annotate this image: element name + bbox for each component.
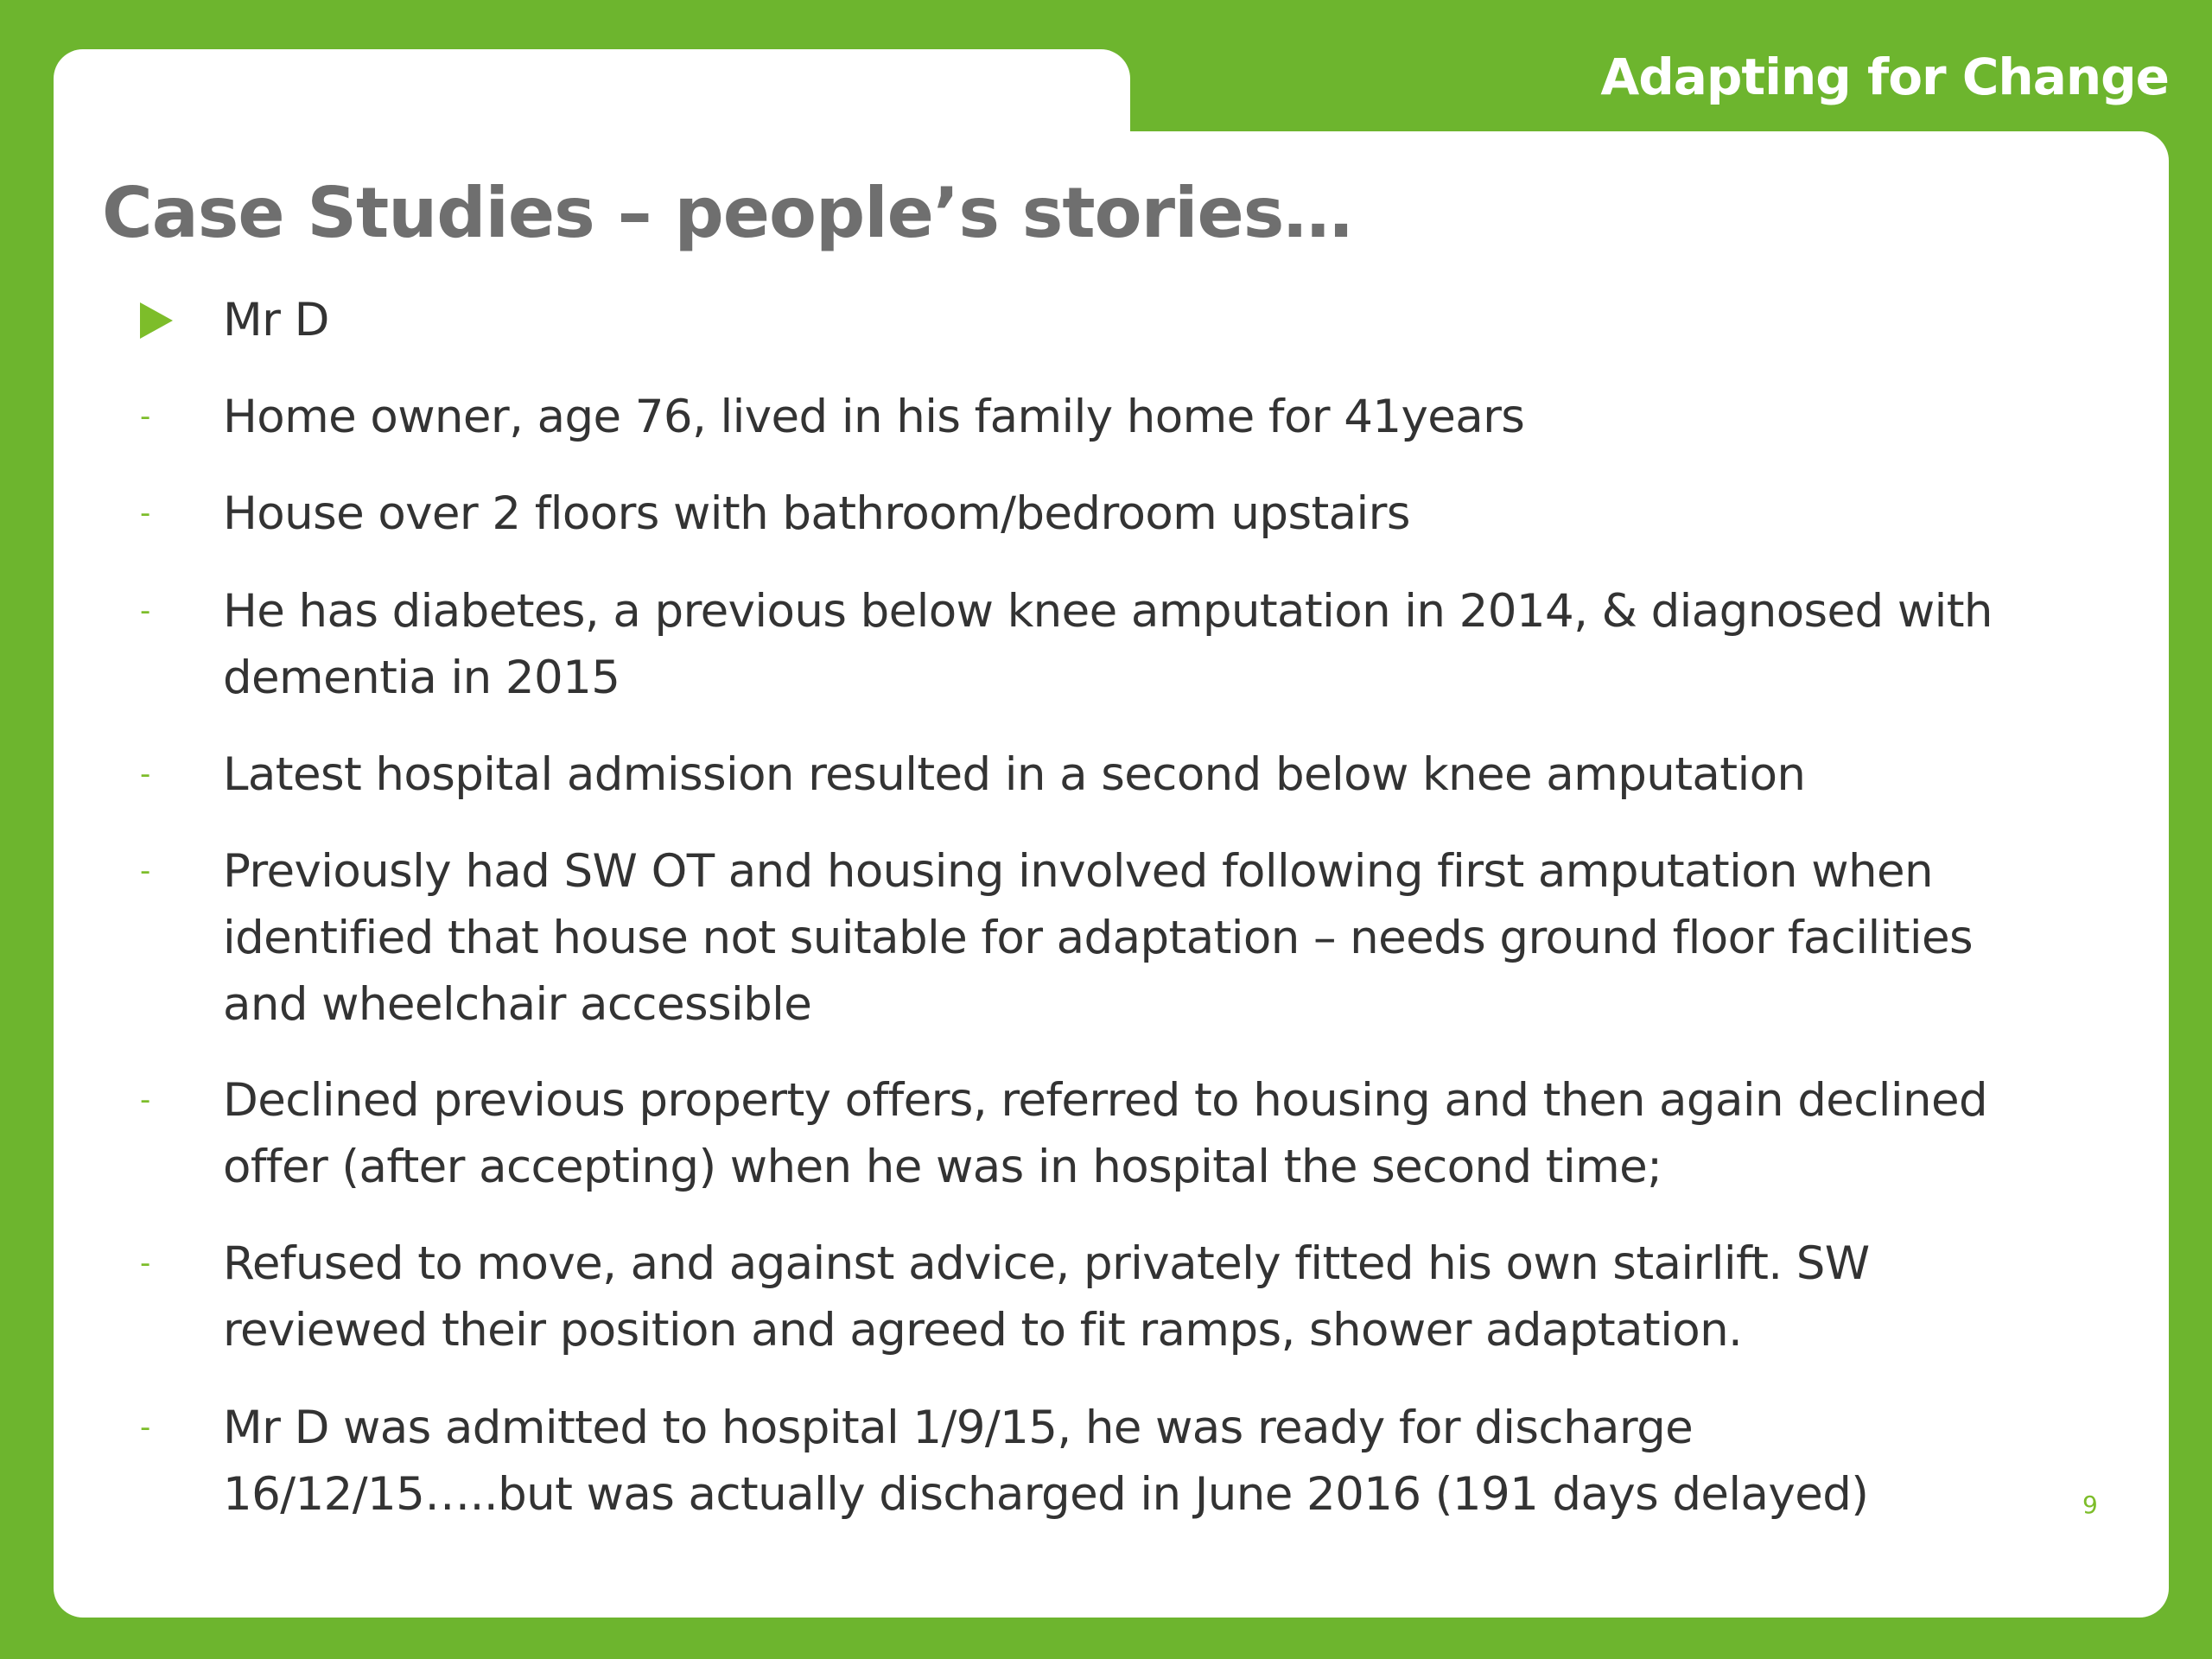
dash-bullet: - bbox=[140, 1246, 151, 1281]
list-item-line: Latest hospital admission resulted in a second below knee amputation bbox=[223, 748, 1806, 801]
list-item-line: He has diabetes, a previous below knee amputation in 2014, & diagnosed with bbox=[223, 585, 1993, 638]
list-item-line: Mr D was admitted to hospital 1/9/15, he was ready for discharge bbox=[223, 1402, 1694, 1454]
list-item-line: reviewed their position and agreed to fit ramps, shower adaptation. bbox=[223, 1304, 1743, 1357]
list-item-line: Refused to move, and against advice, privately fitted his own stairlift. SW bbox=[223, 1237, 1870, 1290]
slide-title: Case Studies – people’s stories… bbox=[102, 173, 1352, 253]
dash-bullet: - bbox=[140, 757, 151, 791]
list-item-line: identified that house not suitable for adaptation – needs ground floor facilities bbox=[223, 912, 1974, 964]
list-item-line: Previously had SW OT and housing involved following first amputation when bbox=[223, 845, 1934, 898]
triangle-bullet-icon bbox=[140, 302, 173, 339]
list-item-line: Home owner, age 76, lived in his family home for 41years bbox=[223, 391, 1525, 443]
dash-bullet: - bbox=[140, 594, 151, 628]
dash-bullet: - bbox=[140, 1410, 151, 1445]
list-item-line: Declined previous property offers, referred to housing and then again declined bbox=[223, 1074, 1988, 1127]
dash-bullet: - bbox=[140, 1083, 151, 1117]
list-item-line: House over 2 floors with bathroom/bedroom upstairs bbox=[223, 487, 1410, 540]
list-item-line: offer (after accepting) when he was in hospital the second time; bbox=[223, 1141, 1662, 1193]
list-item-line: 16/12/15…..but was actually discharged in June 2016 (191 days delayed) bbox=[223, 1468, 1869, 1521]
dash-bullet: - bbox=[140, 399, 151, 434]
list-item-line: and wheelchair accessible bbox=[223, 978, 812, 1031]
brand-title: Adapting for Change bbox=[1600, 48, 2169, 106]
list-item-line: dementia in 2015 bbox=[223, 652, 620, 704]
page-number: 9 bbox=[2082, 1491, 2098, 1519]
subject-heading: Mr D bbox=[223, 294, 329, 346]
dash-bullet: - bbox=[140, 854, 151, 888]
dash-bullet: - bbox=[140, 496, 151, 531]
